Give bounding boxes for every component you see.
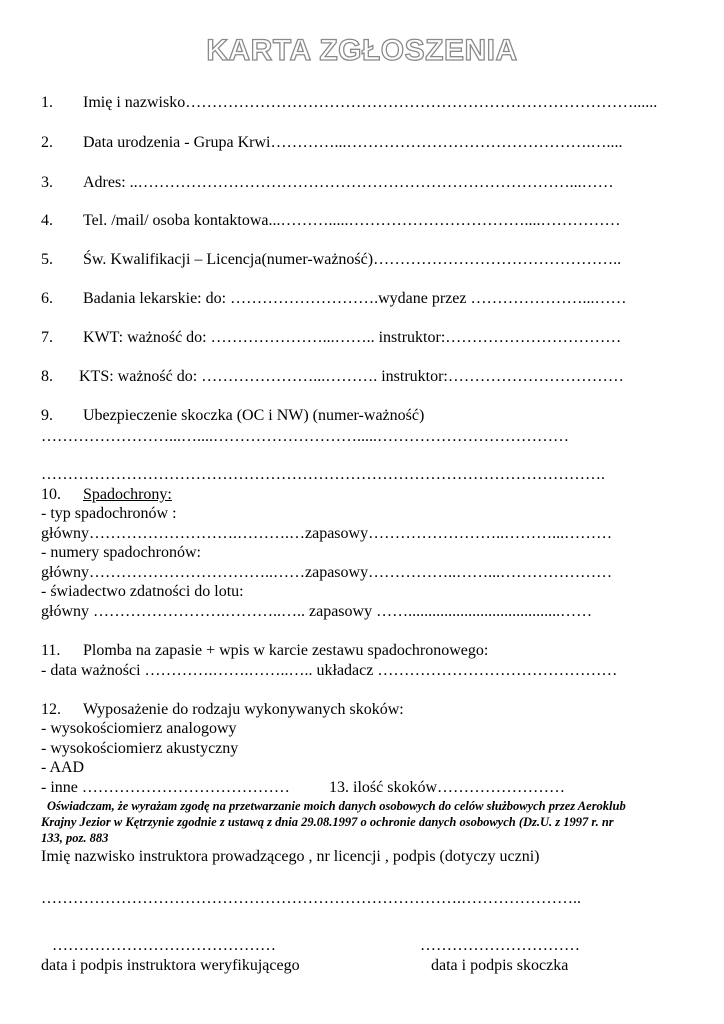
- section-parachutes: [41, 486, 172, 504]
- verifier-signature-label: data i podpis instruktora weryfikującego: [41, 957, 300, 974]
- parachute-numbers-label: - numery spadochronów:: [41, 544, 201, 561]
- field-number: 3.: [41, 174, 53, 191]
- field-number: 9.: [41, 407, 53, 424]
- field-medical[interactable]: [41, 290, 626, 308]
- field-contact[interactable]: [41, 212, 621, 230]
- section-heading: Spadochrony:: [83, 486, 172, 503]
- field-insurance-line-2[interactable]: …………………………………………………………………………………………….: [41, 466, 605, 483]
- equipment-option-aad: - AAD: [41, 759, 85, 776]
- field-number: 6.: [41, 290, 53, 307]
- field-number: 2.: [41, 134, 53, 151]
- field-text: KWT: ważność do: …………………...…….. instruktor:……………………………: [83, 329, 622, 346]
- declaration-line: 133, poz. 883: [41, 831, 109, 845]
- field-text: Wyposażenie do rodzaju wykonywanych skoków:: [83, 701, 404, 718]
- jumper-signature-line[interactable]: …………………………: [420, 937, 580, 954]
- airworthiness-field[interactable]: główny …………………….………..….. zapasowy ……......................................……: [41, 603, 593, 620]
- equipment-option-audible-altimeter: - wysokościomierz akustyczny: [41, 740, 239, 757]
- field-number: 11.: [41, 642, 61, 659]
- field-number: 1.: [41, 94, 53, 111]
- airworthiness-label: - świadectwo zdatności do lotu:: [41, 583, 244, 600]
- declaration-line: Oświadczam, że wyrażam zgodę na przetwarzanie moich danych osobowych do celów służbowych przez Aeroklub: [47, 799, 626, 813]
- field-number: 10.: [41, 486, 61, 503]
- field-kts[interactable]: [41, 368, 624, 386]
- verifier-signature-line[interactable]: ……………………………………: [52, 937, 276, 954]
- field-text: Ubezpieczenie skoczka (OC i NW) (numer-ważność): [83, 407, 425, 424]
- field-text: Plomba na zapasie + wpis w karcie zestawu spadochronowego:: [83, 642, 489, 659]
- field-number: 12.: [41, 701, 61, 718]
- field-kwt[interactable]: [41, 329, 621, 347]
- field-number: 5.: [41, 251, 53, 268]
- instructor-label: Imię nazwisko instruktora prowadzącego , nr licencji , podpis (dotyczy uczni): [41, 848, 540, 865]
- field-name[interactable]: [41, 94, 657, 112]
- equipment-other-field[interactable]: - inne …………………………………: [41, 779, 290, 796]
- parachute-numbers-field[interactable]: główny……………………………..……zapasowy……………..……...…………………: [41, 564, 613, 581]
- field-birthdate-blood[interactable]: [41, 134, 622, 152]
- field-text: Badania lekarskie: do: ……………………….wydane przez …………………...……: [83, 290, 627, 307]
- field-insurance-line-1[interactable]: ……………………...…....……………………….....………………………………: [41, 428, 569, 445]
- equipment-option-analog-altimeter: - wysokościomierz analogowy: [41, 720, 237, 737]
- field-address[interactable]: [41, 174, 614, 192]
- reserve-seal-field[interactable]: - data ważności ………….…….……..….. układacz ………………………………………: [41, 662, 618, 679]
- jump-count-field[interactable]: 13. ilość skoków……………………: [329, 779, 565, 796]
- field-text: KTS: ważność do: …………………...………. instruktor:……………………………: [79, 368, 624, 385]
- field-text: Adres: ..………………………………………………………………………...……: [83, 174, 614, 191]
- parachute-type-label: - typ spadochronów :: [41, 505, 177, 522]
- gdpr-declaration: [41, 798, 681, 846]
- field-insurance: [41, 407, 424, 425]
- equipment-heading: [41, 701, 404, 719]
- parachute-type-field[interactable]: główny……………………….……….…zapasowy……………………..………...………: [41, 525, 613, 542]
- instructor-signature-field[interactable]: …………………………………………………………………….…………………..: [41, 890, 581, 907]
- field-number: 4.: [41, 212, 53, 229]
- field-text: Św. Kwalifikacji – Licencja(numer-ważność)………………………………………..: [83, 251, 622, 268]
- field-qualification[interactable]: [41, 251, 621, 269]
- field-text: Data urodzenia - Grupa Krwi…………...……………………………………….…....: [83, 134, 623, 151]
- field-number: 7.: [41, 329, 53, 346]
- reserve-seal-heading: [41, 642, 488, 660]
- field-text: Tel. /mail/ osoba kontaktowa...……….....……………………………....……………: [83, 212, 621, 229]
- field-text: Imię i nazwisko…………………………………………………………………………......: [83, 94, 658, 111]
- field-number: 8.: [41, 368, 53, 385]
- form-title: KARTA ZGŁOSZENIA: [206, 34, 518, 67]
- jumper-signature-label: data i podpis skoczka: [431, 957, 569, 974]
- declaration-line: Krajny Jezior w Kętrzynie zgodnie z ustawą z dnia 29.08.1997 o ochronie danych osobowych (Dz.U. z 1997 r. nr: [41, 815, 614, 829]
